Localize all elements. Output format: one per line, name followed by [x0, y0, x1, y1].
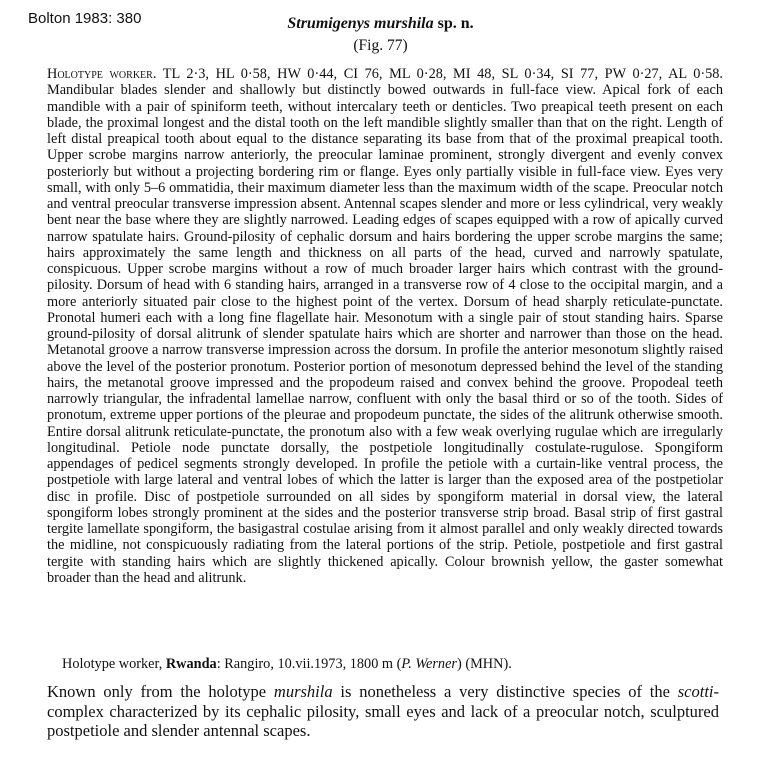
measurements: TL 2·3, HL 0·58, HW 0·44, CI 76, ML 0·28, MI 48, SL 0·34, SI 77, PW 0·27, AL 0·58.: [156, 66, 723, 82]
species-title: [240, 14, 521, 34]
material-country: Rwanda: [165, 656, 217, 672]
remark-text-3: -complex characterized by its cephalic pilosity, small eyes and lack of a preocular notch, sculptured postpetiole and slender antennal scapes.: [47, 682, 720, 740]
source-citation: Bolton 1983: 380: [28, 10, 142, 27]
description-heading: Holotype worker.: [47, 66, 157, 82]
remark-species: murshila: [273, 682, 333, 701]
material-examined: [62, 656, 722, 673]
remark-paragraph: [47, 682, 719, 741]
material-prefix: Holotype worker,: [62, 656, 166, 672]
remark-text-2: is nonetheless a very distinctive species of the: [332, 682, 678, 701]
species-status: sp. n.: [433, 15, 474, 32]
description-paragraph: [47, 66, 723, 586]
material-suffix: ) (MHN).: [457, 656, 512, 672]
species-name: Strumigenys murshila: [287, 15, 434, 32]
remark-complex: scotti: [677, 682, 714, 701]
material-locality: : Rangiro, 10.vii.1973, 1800 m (: [216, 656, 402, 672]
remark-text-1: Known only from the holotype: [47, 682, 274, 701]
description-text: Mandibular blades slender and shallowly but distinctly bowed outwards in full-face view. Apical fork of each mandible with a pair of spiniform teeth, without intercalary teeth or denticles. Two preapical teeth present on each blade, the proximal longest and the distal tooth on the left mandible slightly smaller than that on the right. Length of left distal preapical tooth about equal to the distance separating its base from that of the proximal preapical tooth. Upper scrobe margins narrow anteriorly, the preocular laminae prominent, strongly divergent and evenly convex posteriorly but without a projecting bordering rim or flange. Eyes only partially visible in full-face view. Eyes very small, with only 5–6 ommatidia, their maximum diameter less than the maximum width of the scape. Preocular notch and ventral preocular transverse impression absent. Antennal scapes slender and more or less cylindrical, very weakly bent near the base where they are slightly narrowed. Leading edges of scapes equipped with a row of apically curved narrow spatulate hairs. Ground-pilosity of cephalic dorsum and hairs bordering the upper scrobe margins the same; hairs approximately the same length and thickness on all parts of the head, curved and narrowly spatulate, conspicuous. Upper scrobe margins without a row of much broader larger hairs which contrast with the ground-pilosity. Dorsum of head with 6 standing hairs, arranged in a transverse row of 4 close to the occipital margin, and a more anteriorly situated pair close to the highest point of the vertex. Dorsum of head sharply reticulate-punctate. Pronotal humeri each with a long fine flagellate hair. Mesonotum with a single pair of stout standing hairs. Sparse ground-pilosity of dorsal alitrunk of slender spatulate hairs which are shorter and narrower than those on the head. Metanotal groove a narrow transverse impression across the dorsum. In profile the anterior mesonotum slightly raised above the level of the posterior pronotum. Posterior portion of mesonotum depressed behind the level of the standing hairs, the metanotal groove impressed and the propodeum raised and convex behind the groove. Propodeal teeth narrowly triangular, the infradental lamellae narrow, confluent with only the basal third or so of the tooth. Sides of pronotum, extreme upper portions of the pleurae and propodeum punctate, the sides of the alitrunk otherwise smooth. Entire dorsal alitrunk reticulate-punctate, the pronotum also with a few weak overlying rugulae which are irregularly longitudinal. Petiole node punctate dorsally, the postpetiole longitudinally costulate-rugulose. Spongiform appendages of pedicel segments strongly developed. In profile the petiole with a curtain-like ventral process, the postpetiole with large lateral and ventral lobes of which the latter is larger than the exposed area of the postpetiolar disc in profile. Disc of postpetiole surrounded on all sides by spongiform material in dorsal view, the lateral spongiform lobes strongly prominent at the sides and the posterior transverse strip broad. Basal strip of first gastral tergite lamellate spongiform, the basigastral costulae arising from it almost parallel and only weakly directed towards the midline, not conspicuously radiating from the lateral portions of the strip. Petiole, postpetiole and first gastral tergite with standing hairs which are slightly thickened apically. Colour brownish yellow, the gaster somewhat broader than the head and alitrunk.: [47, 82, 723, 586]
figure-reference: (Fig. 77): [353, 37, 408, 54]
material-collector: P. Werner: [401, 656, 457, 672]
